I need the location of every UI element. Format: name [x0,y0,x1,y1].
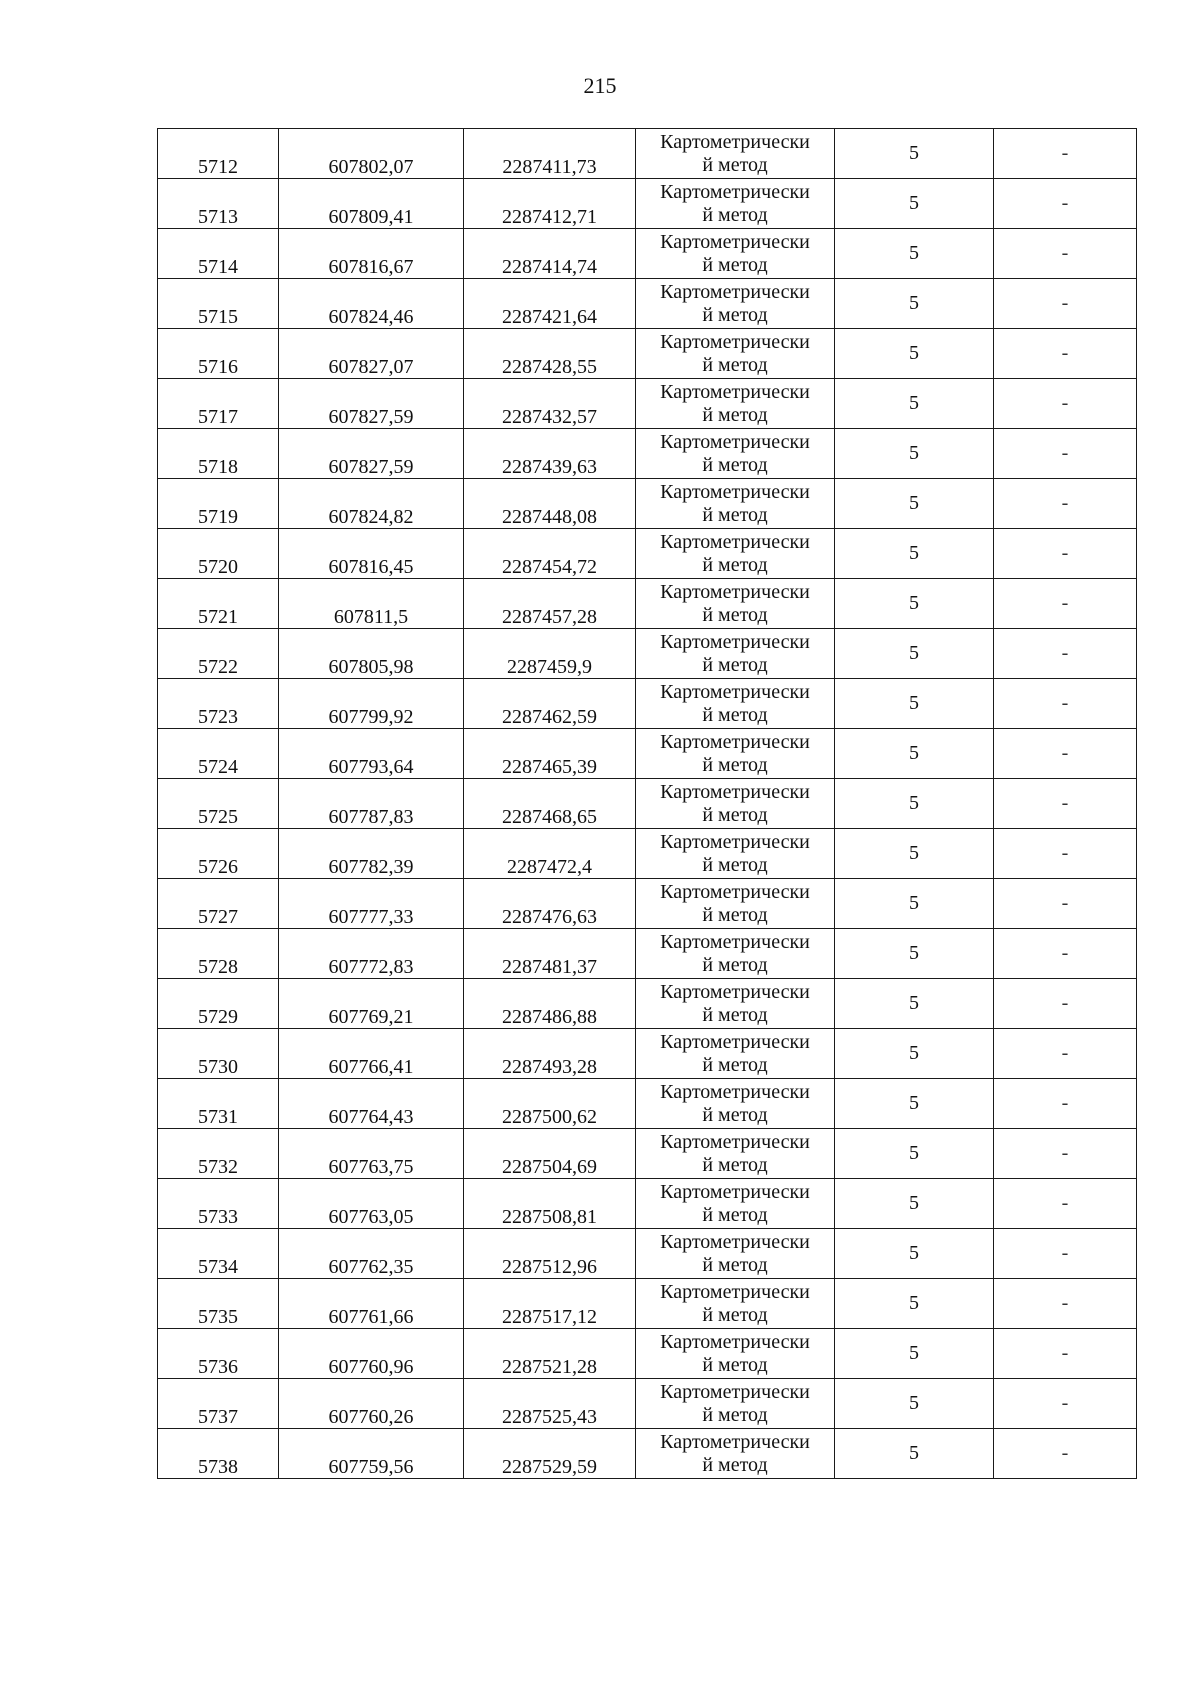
note-cell: - [994,629,1137,679]
method-text-line1: Картометрически [660,1130,810,1153]
x-coordinate-cell: 607766,41 [279,1029,464,1079]
x-coordinate-cell: 607827,59 [279,429,464,479]
note-cell: - [994,579,1137,629]
point-number-cell: 5716 [158,329,279,379]
point-number-cell: 5721 [158,579,279,629]
note-cell: - [994,929,1137,979]
method-text-line2: й метод [702,1303,768,1326]
method-text-line2: й метод [702,153,768,176]
table-row [158,379,1137,429]
point-number-cell: 5736 [158,1329,279,1379]
accuracy-cell: 5 [835,779,994,829]
point-number-cell: 5724 [158,729,279,779]
method-text-line2: й метод [702,503,768,526]
note-cell: - [994,829,1137,879]
x-coordinate-cell: 607787,83 [279,779,464,829]
x-coordinate-cell: 607759,56 [279,1429,464,1479]
accuracy-cell: 5 [835,1029,994,1079]
accuracy-cell: 5 [835,1279,994,1329]
x-coordinate-cell: 607816,67 [279,229,464,279]
y-coordinate-cell: 2287462,59 [464,679,636,729]
accuracy-cell: 5 [835,429,994,479]
method-cell [636,779,835,829]
accuracy-cell: 5 [835,1179,994,1229]
accuracy-cell: 5 [835,579,994,629]
table-row [158,329,1137,379]
accuracy-cell: 5 [835,1079,994,1129]
accuracy-cell: 5 [835,529,994,579]
point-number-cell: 5734 [158,1229,279,1279]
accuracy-cell: 5 [835,279,994,329]
x-coordinate-cell: 607772,83 [279,929,464,979]
method-text-line2: й метод [702,303,768,326]
method-cell [636,1079,835,1129]
method-text-line2: й метод [702,1203,768,1226]
method-text-line2: й метод [702,1453,768,1476]
method-cell [636,1179,835,1229]
table-row [158,1029,1137,1079]
y-coordinate-cell: 2287412,71 [464,179,636,229]
method-cell [636,1279,835,1329]
method-text-line2: й метод [702,803,768,826]
method-cell [636,1329,835,1379]
x-coordinate-cell: 607805,98 [279,629,464,679]
point-number-cell: 5718 [158,429,279,479]
table-row [158,1129,1137,1179]
method-cell [636,1229,835,1279]
point-number-cell: 5728 [158,929,279,979]
table-row [158,1179,1137,1229]
method-text-line1: Картометрически [660,1430,810,1453]
y-coordinate-cell: 2287517,12 [464,1279,636,1329]
method-cell [636,979,835,1029]
accuracy-cell: 5 [835,329,994,379]
table-row [158,829,1137,879]
point-number-cell: 5722 [158,629,279,679]
accuracy-cell: 5 [835,879,994,929]
method-text-line2: й метод [702,703,768,726]
method-text-line2: й метод [702,553,768,576]
point-number-cell: 5729 [158,979,279,1029]
table-row [158,429,1137,479]
note-cell: - [994,279,1137,329]
table-row [158,1229,1137,1279]
x-coordinate-cell: 607760,96 [279,1329,464,1379]
method-cell [636,729,835,779]
accuracy-cell: 5 [835,979,994,1029]
y-coordinate-cell: 2287504,69 [464,1129,636,1179]
point-number-cell: 5735 [158,1279,279,1329]
note-cell: - [994,1079,1137,1129]
table-row [158,729,1137,779]
table-row [158,979,1137,1029]
x-coordinate-cell: 607809,41 [279,179,464,229]
method-text-line2: й метод [702,603,768,626]
y-coordinate-cell: 2287439,63 [464,429,636,479]
x-coordinate-cell: 607760,26 [279,1379,464,1429]
point-number-cell: 5733 [158,1179,279,1229]
method-cell [636,1129,835,1179]
note-cell: - [994,129,1137,179]
accuracy-cell: 5 [835,1329,994,1379]
note-cell: - [994,429,1137,479]
table-row [158,1379,1137,1429]
note-cell: - [994,1229,1137,1279]
point-number-cell: 5732 [158,1129,279,1179]
table-row [158,229,1137,279]
point-number-cell: 5730 [158,1029,279,1079]
x-coordinate-cell: 607782,39 [279,829,464,879]
method-text-line2: й метод [702,403,768,426]
method-text-line2: й метод [702,853,768,876]
table-body [158,129,1137,1479]
point-number-cell: 5727 [158,879,279,929]
x-coordinate-cell: 607811,5 [279,579,464,629]
method-text-line1: Картометрически [660,230,810,253]
table-row [158,629,1137,679]
point-number-cell: 5717 [158,379,279,429]
method-text-line1: Картометрически [660,180,810,203]
method-cell [636,529,835,579]
accuracy-cell: 5 [835,229,994,279]
method-text-line2: й метод [702,1053,768,1076]
y-coordinate-cell: 2287493,28 [464,1029,636,1079]
point-number-cell: 5715 [158,279,279,329]
accuracy-cell: 5 [835,179,994,229]
point-number-cell: 5725 [158,779,279,829]
method-cell [636,1379,835,1429]
method-text-line1: Картометрически [660,880,810,903]
accuracy-cell: 5 [835,1429,994,1479]
point-number-cell: 5720 [158,529,279,579]
method-text-line1: Картометрически [660,780,810,803]
method-text-line1: Картометрически [660,430,810,453]
x-coordinate-cell: 607802,07 [279,129,464,179]
point-number-cell: 5719 [158,479,279,529]
method-text-line2: й метод [702,903,768,926]
y-coordinate-cell: 2287465,39 [464,729,636,779]
method-text-line2: й метод [702,453,768,476]
note-cell: - [994,1279,1137,1329]
note-cell: - [994,1379,1137,1429]
accuracy-cell: 5 [835,629,994,679]
y-coordinate-cell: 2287448,08 [464,479,636,529]
method-cell [636,379,835,429]
method-text-line2: й метод [702,1253,768,1276]
note-cell: - [994,779,1137,829]
note-cell: - [994,729,1137,779]
method-text-line1: Картометрически [660,680,810,703]
method-cell [636,829,835,879]
method-text-line1: Картометрически [660,1280,810,1303]
method-text-line1: Картометрически [660,380,810,403]
accuracy-cell: 5 [835,929,994,979]
note-cell: - [994,529,1137,579]
accuracy-cell: 5 [835,479,994,529]
y-coordinate-cell: 2287500,62 [464,1079,636,1129]
y-coordinate-cell: 2287457,28 [464,579,636,629]
table-row [158,1329,1137,1379]
y-coordinate-cell: 2287428,55 [464,329,636,379]
table-row [158,1279,1137,1329]
method-text-line1: Картометрически [660,730,810,753]
point-number-cell: 5713 [158,179,279,229]
note-cell: - [994,1029,1137,1079]
method-cell [636,229,835,279]
method-cell [636,129,835,179]
table-row [158,879,1137,929]
x-coordinate-cell: 607824,46 [279,279,464,329]
point-number-cell: 5714 [158,229,279,279]
y-coordinate-cell: 2287472,4 [464,829,636,879]
method-cell [636,1029,835,1079]
coordinates-table [157,128,1137,1479]
method-cell [636,429,835,479]
x-coordinate-cell: 607761,66 [279,1279,464,1329]
method-text-line2: й метод [702,1353,768,1376]
method-text-line1: Картометрически [660,1230,810,1253]
note-cell: - [994,1429,1137,1479]
y-coordinate-cell: 2287508,81 [464,1179,636,1229]
method-text-line2: й метод [702,1403,768,1426]
table-row [158,1429,1137,1479]
method-text-line1: Картометрически [660,580,810,603]
method-text-line2: й метод [702,203,768,226]
y-coordinate-cell: 2287414,74 [464,229,636,279]
method-cell [636,629,835,679]
method-cell [636,679,835,729]
table-row [158,279,1137,329]
note-cell: - [994,879,1137,929]
x-coordinate-cell: 607762,35 [279,1229,464,1279]
y-coordinate-cell: 2287411,73 [464,129,636,179]
method-cell [636,479,835,529]
accuracy-cell: 5 [835,379,994,429]
method-cell [636,279,835,329]
point-number-cell: 5737 [158,1379,279,1429]
method-cell [636,929,835,979]
note-cell: - [994,1179,1137,1229]
accuracy-cell: 5 [835,129,994,179]
y-coordinate-cell: 2287468,65 [464,779,636,829]
y-coordinate-cell: 2287476,63 [464,879,636,929]
x-coordinate-cell: 607827,59 [279,379,464,429]
note-cell: - [994,679,1137,729]
method-text-line1: Картометрически [660,330,810,353]
note-cell: - [994,179,1137,229]
point-number-cell: 5738 [158,1429,279,1479]
table-row [158,529,1137,579]
y-coordinate-cell: 2287486,88 [464,979,636,1029]
note-cell: - [994,479,1137,529]
accuracy-cell: 5 [835,1129,994,1179]
method-cell [636,879,835,929]
page-number: 215 [583,73,617,98]
x-coordinate-cell: 607793,64 [279,729,464,779]
accuracy-cell: 5 [835,1229,994,1279]
accuracy-cell: 5 [835,829,994,879]
method-text-line1: Картометрически [660,480,810,503]
method-text-line2: й метод [702,253,768,276]
table-row [158,1079,1137,1129]
method-text-line1: Картометрически [660,530,810,553]
method-text-line1: Картометрически [660,1030,810,1053]
method-text-line1: Картометрически [660,1180,810,1203]
table-row [158,179,1137,229]
method-text-line1: Картометрически [660,980,810,1003]
note-cell: - [994,1329,1137,1379]
accuracy-cell: 5 [835,679,994,729]
method-text-line1: Картометрически [660,1380,810,1403]
method-text-line2: й метод [702,753,768,776]
method-cell [636,1429,835,1479]
x-coordinate-cell: 607777,33 [279,879,464,929]
table-row [158,679,1137,729]
method-text-line1: Картометрически [660,1080,810,1103]
method-cell [636,329,835,379]
y-coordinate-cell: 2287459,9 [464,629,636,679]
accuracy-cell: 5 [835,1379,994,1429]
table-row [158,579,1137,629]
point-number-cell: 5723 [158,679,279,729]
x-coordinate-cell: 607763,05 [279,1179,464,1229]
x-coordinate-cell: 607827,07 [279,329,464,379]
y-coordinate-cell: 2287529,59 [464,1429,636,1479]
x-coordinate-cell: 607764,43 [279,1079,464,1129]
y-coordinate-cell: 2287481,37 [464,929,636,979]
point-number-cell: 5712 [158,129,279,179]
table-row [158,479,1137,529]
method-text-line1: Картометрически [660,630,810,653]
x-coordinate-cell: 607769,21 [279,979,464,1029]
method-text-line2: й метод [702,353,768,376]
y-coordinate-cell: 2287432,57 [464,379,636,429]
note-cell: - [994,229,1137,279]
method-text-line1: Картометрически [660,830,810,853]
x-coordinate-cell: 607816,45 [279,529,464,579]
method-text-line2: й метод [702,653,768,676]
table-row [158,779,1137,829]
method-text-line2: й метод [702,1153,768,1176]
point-number-cell: 5731 [158,1079,279,1129]
method-text-line1: Картометрически [660,930,810,953]
method-text-line1: Картометрически [660,130,810,153]
x-coordinate-cell: 607799,92 [279,679,464,729]
method-text-line1: Картометрически [660,1330,810,1353]
note-cell: - [994,329,1137,379]
y-coordinate-cell: 2287421,64 [464,279,636,329]
table-row [158,129,1137,179]
note-cell: - [994,979,1137,1029]
x-coordinate-cell: 607763,75 [279,1129,464,1179]
method-cell [636,179,835,229]
table-row [158,929,1137,979]
note-cell: - [994,379,1137,429]
y-coordinate-cell: 2287454,72 [464,529,636,579]
method-text-line2: й метод [702,1103,768,1126]
method-text-line1: Картометрически [660,280,810,303]
y-coordinate-cell: 2287512,96 [464,1229,636,1279]
point-number-cell: 5726 [158,829,279,879]
method-text-line2: й метод [702,953,768,976]
x-coordinate-cell: 607824,82 [279,479,464,529]
y-coordinate-cell: 2287521,28 [464,1329,636,1379]
y-coordinate-cell: 2287525,43 [464,1379,636,1429]
method-text-line2: й метод [702,1003,768,1026]
note-cell: - [994,1129,1137,1179]
accuracy-cell: 5 [835,729,994,779]
method-cell [636,579,835,629]
